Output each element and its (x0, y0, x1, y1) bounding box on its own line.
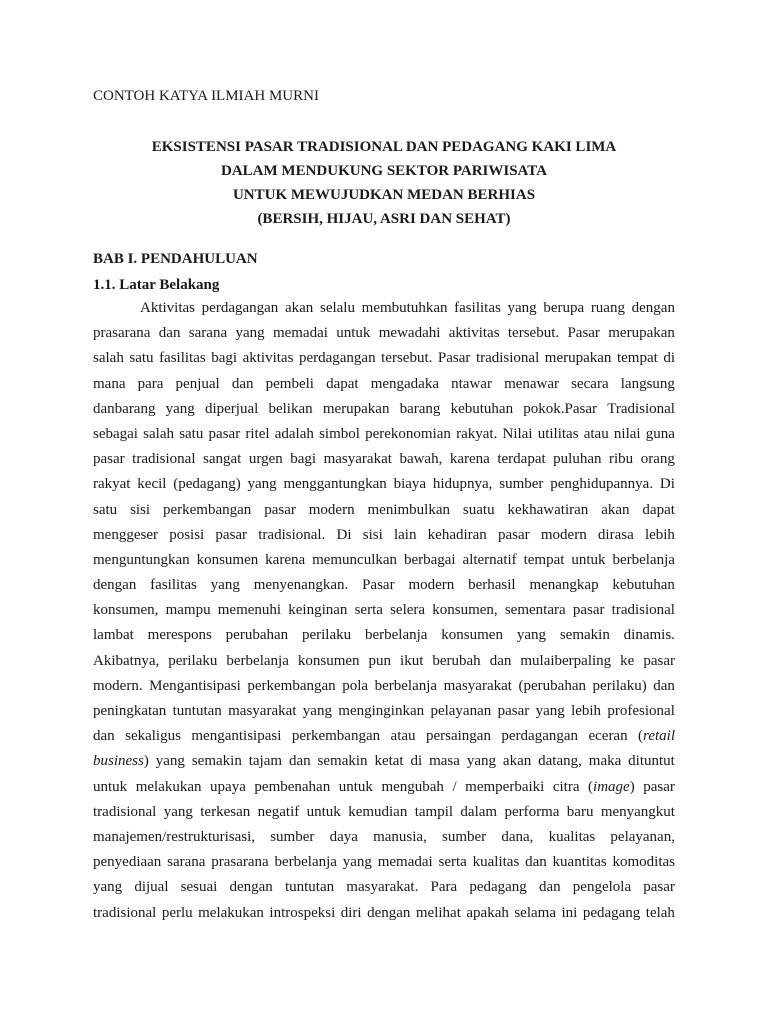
word: karena (449, 451, 490, 468)
paragraph-line (93, 625, 675, 650)
word: kehadiran (427, 526, 487, 543)
word: dengan (93, 577, 137, 594)
word: masyarakat (443, 677, 512, 694)
word: citra (552, 778, 580, 795)
word: aktivitas (242, 350, 294, 367)
word: (image) (588, 778, 635, 795)
word: Para (430, 879, 458, 896)
word: sumber (441, 828, 487, 845)
word: untuk (93, 778, 128, 795)
paragraph-line (93, 726, 675, 751)
section-heading: 1.1. Latar Belakang (93, 277, 220, 293)
word: memadai (272, 325, 328, 342)
word: melihat (415, 904, 461, 921)
word: menangkap (529, 577, 599, 594)
word: pembeli (265, 375, 314, 392)
word: dalam (460, 803, 498, 820)
word: perlu (161, 904, 193, 921)
word: yang (155, 753, 185, 770)
word: pasar (93, 451, 125, 468)
paragraph-line (93, 474, 675, 499)
word: selera (390, 602, 426, 619)
word: Aktivitas (140, 300, 195, 316)
word: pokok.Pasar (523, 400, 598, 417)
word: untuk (571, 551, 606, 568)
word: berhasil (468, 577, 516, 594)
word: dituntut (628, 753, 675, 770)
word: pun (368, 652, 392, 669)
word: yang (93, 879, 123, 896)
word: akan (284, 300, 314, 316)
word: yang (165, 400, 195, 417)
word: para (137, 375, 164, 392)
word: perdagangan (501, 728, 579, 745)
word: daya (329, 828, 358, 845)
word: ke (620, 652, 635, 669)
word: (retail (638, 728, 675, 745)
word: semakin (317, 753, 368, 770)
word: nilai (613, 425, 641, 442)
word: atau (583, 425, 609, 442)
word: (pedagang) (173, 476, 241, 493)
paragraph-line (93, 500, 675, 525)
word: masyarakat (323, 451, 392, 468)
word: yang (342, 854, 372, 871)
word: kebutuhan (612, 577, 675, 594)
word: pembenahan (254, 778, 331, 795)
word: Di (336, 526, 352, 543)
word: sangat (203, 451, 242, 468)
word: mana (93, 375, 126, 392)
word: tuntutan (172, 703, 222, 719)
word: business) (93, 753, 149, 770)
word: ini (561, 904, 578, 921)
word: salah (143, 425, 174, 442)
word: tersebut. (507, 325, 560, 342)
word: negatif (257, 803, 300, 820)
word: tersebut. (381, 350, 433, 367)
word: dapat (642, 501, 675, 518)
word: merupakan (608, 325, 675, 342)
word: pola (342, 677, 369, 694)
paragraph-line (93, 449, 675, 474)
word: posisi (169, 526, 205, 543)
word: akan (502, 753, 532, 770)
word: sarana (188, 325, 228, 342)
word: rakyat. (456, 425, 498, 442)
word: pasar (643, 778, 675, 795)
paragraph-line (93, 298, 675, 323)
word: dan (525, 854, 547, 871)
word: biaya (393, 476, 427, 493)
word: tradisional (93, 803, 157, 820)
word: apakah (466, 904, 509, 921)
word: Akibatnya, (93, 652, 160, 669)
word: akan (601, 501, 630, 518)
word: lain (393, 526, 417, 543)
word: yang (247, 476, 277, 493)
word: Mengantisipasi (149, 677, 241, 694)
word: diperjual (204, 400, 259, 417)
word: dan (231, 375, 254, 392)
word: ritel (245, 425, 270, 442)
word: mulaiberpaling (520, 652, 612, 669)
word: perkembangan (163, 501, 252, 518)
word: modern (408, 577, 455, 594)
paragraph-line (93, 424, 675, 449)
word: menggantungkan (283, 476, 387, 493)
word: modern. (93, 677, 143, 694)
paragraph-line (93, 348, 675, 373)
word: kualitas (548, 828, 596, 845)
word: di (663, 350, 675, 367)
word: komoditas (612, 854, 675, 871)
word: di (410, 753, 423, 770)
word: kualitas (472, 854, 520, 871)
word: pelayanan, (610, 828, 675, 845)
word: berbelanja (364, 627, 428, 644)
word: terkesan (200, 803, 251, 820)
word: merupakan (322, 400, 390, 417)
word: perdagangan (298, 350, 376, 367)
word: yang (466, 753, 496, 770)
word: alternatif (462, 551, 517, 568)
word: bawah, (399, 451, 443, 468)
word: mengubah (381, 778, 444, 795)
chapter-heading: BAB I. PENDAHULUAN (93, 251, 258, 267)
word: membutuhkan (361, 300, 448, 316)
word: eceran (588, 728, 628, 745)
word: / (452, 778, 457, 795)
word: pedagang (469, 879, 527, 896)
word: selalu (319, 300, 355, 316)
word: melakukan (198, 904, 264, 921)
word: salah (93, 350, 124, 367)
word: terdapat (497, 451, 546, 468)
word: masa (429, 753, 460, 770)
word: yang (210, 577, 240, 594)
paragraph-line (93, 802, 675, 827)
word: hidupnya, (432, 476, 493, 493)
word: satu (129, 350, 154, 367)
word: perilaku (301, 627, 352, 644)
word: perilaku (168, 652, 218, 669)
word: diri (340, 904, 362, 921)
paragraph-line (93, 374, 675, 399)
word: menginginkan (338, 703, 425, 719)
word: aktivitas (448, 325, 500, 342)
word: lebih (571, 703, 602, 719)
word: ketat (374, 753, 404, 770)
word: masyarakat. (346, 879, 419, 896)
word: upaya (210, 778, 246, 795)
word: kuantitas (552, 854, 607, 871)
word: pasar (208, 425, 241, 442)
word: pasar (643, 652, 675, 669)
word: penghidupannya. (550, 476, 654, 493)
word: tradisional (475, 350, 540, 367)
word: perkembangan (247, 677, 336, 694)
word: berubah (432, 652, 481, 669)
word: menggeser (93, 526, 158, 543)
word: baru (566, 803, 594, 820)
word: konsumen, (432, 602, 498, 619)
paragraph-line (93, 777, 675, 802)
word: telah (645, 904, 675, 921)
word: penjual (175, 375, 220, 392)
word: untuk (338, 778, 373, 795)
paragraph-line (93, 651, 675, 676)
word: masyarakat (228, 703, 297, 719)
word: untuk (306, 803, 341, 820)
word: ikut (400, 652, 424, 669)
word: memperbaiki (465, 778, 545, 795)
word: dan (288, 753, 311, 770)
word: orang (640, 451, 675, 468)
word: sesuai (180, 879, 218, 896)
word: sumber (270, 828, 315, 845)
word: Pasar (567, 325, 600, 342)
word: serta (354, 602, 383, 619)
word: yang (302, 703, 332, 719)
word: Pasar (362, 577, 395, 594)
word: bagi (290, 451, 317, 468)
word: fasilitas (150, 577, 197, 594)
word: berbelanja (226, 652, 289, 669)
word: mengantisipasi (191, 728, 282, 745)
word: sarana (167, 854, 206, 871)
word: semakin (559, 627, 610, 644)
word: pelayanan (430, 703, 492, 719)
paragraph-line (93, 701, 675, 726)
word: dan (538, 879, 561, 896)
word: memunculkan (312, 551, 398, 568)
word: dan (158, 325, 181, 342)
paragraph-line (93, 877, 675, 902)
word: untuk (336, 325, 371, 342)
word: mengadaka (370, 375, 439, 392)
paragraph-line (93, 676, 675, 701)
word: konsumen (196, 551, 259, 568)
word: kekhawatiran (507, 501, 589, 518)
word: kemudian (348, 803, 408, 820)
title-line: UNTUK MEWUJUDKAN MEDAN BERHIAS (232, 187, 536, 203)
word: serta (438, 854, 467, 871)
word: prasarana (93, 325, 151, 342)
word: merespons (147, 627, 212, 644)
word: berbelanja (274, 854, 337, 871)
word: berbelanja (612, 551, 675, 568)
word: memenuhi (217, 602, 282, 619)
word: perilaku) (592, 677, 647, 694)
word: tradisional (611, 602, 675, 619)
word: berupa (543, 300, 585, 316)
document-title (93, 137, 675, 233)
word: fasilitas (454, 300, 501, 316)
word: Nilai (502, 425, 533, 442)
word: tempat (523, 551, 565, 568)
word: konsumen (441, 627, 503, 644)
word: satu (179, 425, 204, 442)
word: berbelanja (374, 677, 438, 694)
word: yang (507, 300, 537, 316)
word: adalah (274, 425, 314, 442)
word: pasar (264, 501, 296, 518)
word: maka (588, 753, 622, 770)
word: dengan (229, 879, 273, 896)
word: melakukan (135, 778, 202, 795)
word: yang (516, 627, 546, 644)
word: barang (399, 400, 441, 417)
word: penyediaan (93, 854, 162, 871)
word: Di (659, 476, 675, 493)
paragraph-line (93, 751, 675, 776)
word: perubahan (225, 627, 289, 644)
paragraph-line (93, 903, 675, 928)
word: menyangkut (600, 803, 675, 820)
word: tampil (414, 803, 454, 820)
word: ruang (590, 300, 625, 316)
word: dan (489, 652, 512, 669)
word: sisi (130, 501, 151, 518)
word: guna (645, 425, 675, 442)
word: pengelola (572, 879, 632, 896)
word: persaingan (425, 728, 491, 745)
paragraph-line (93, 600, 675, 625)
word: urgen (248, 451, 283, 468)
word: lebih (644, 526, 675, 543)
word: karena (265, 551, 306, 568)
word: satu (93, 501, 118, 518)
paragraph-line (93, 399, 675, 424)
word: danbarang (93, 400, 156, 417)
word: suatu (462, 501, 495, 518)
word: ntawar (451, 375, 492, 392)
word: keinginan (288, 602, 348, 619)
word: dan (653, 677, 675, 694)
word: belikan (268, 400, 313, 417)
word: manusia, (373, 828, 427, 845)
word: sisi (362, 526, 383, 543)
word: peningkatan (93, 703, 167, 719)
word: memadai (377, 854, 433, 871)
word: dirasa (597, 526, 634, 543)
paragraph-line (93, 323, 675, 348)
word: dana, (501, 828, 534, 845)
word: merupakan (544, 350, 612, 367)
title-line: (BERSIH, HIJAU, ASRI DAN SEHAT) (257, 211, 511, 227)
word: menyenangkan. (253, 577, 349, 594)
word: selama (514, 904, 556, 921)
word: tradisional. (258, 526, 326, 543)
word: sekaligus (125, 728, 181, 745)
word: tradisional (93, 904, 157, 921)
word: Tradisional (607, 400, 675, 417)
word: simbol (319, 425, 360, 442)
word: dijual (134, 879, 169, 896)
word: kecil (137, 476, 167, 493)
word: puluhan (553, 451, 602, 468)
word: menguntungkan (93, 551, 190, 568)
word: modern (308, 501, 355, 518)
word: pasar (497, 703, 530, 719)
word: prasarana (211, 854, 269, 871)
word: yang (535, 703, 565, 719)
word: dapat (326, 375, 359, 392)
word: menimbulkan (367, 501, 450, 518)
word: sementara (504, 602, 566, 619)
word: pasar (498, 526, 530, 543)
word: kebutuhan (450, 400, 514, 417)
word: tradisional (132, 451, 196, 468)
paragraph-line (93, 575, 675, 600)
paragraph-line (93, 827, 675, 852)
word: tuntutan (284, 879, 335, 896)
word: mampu (165, 602, 211, 619)
title-line: EKSISTENSI PASAR TRADISIONAL DAN PEDAGANG KAKI LIMA (151, 139, 617, 155)
word: dan (93, 728, 115, 745)
word: profesional (607, 703, 675, 719)
word: atau (390, 728, 416, 745)
word: perdagangan (201, 300, 279, 316)
word: lambat (93, 627, 134, 644)
title-line: DALAM MENDUKUNG SEKTOR PARIWISATA (221, 163, 547, 179)
word: datang, (538, 753, 582, 770)
word: pasar (572, 602, 605, 619)
word: pedagang (582, 904, 641, 921)
word: pasar (643, 879, 675, 896)
word: sumber (499, 476, 544, 493)
word: yang (235, 325, 265, 342)
word: rakyat (93, 476, 131, 493)
word: ribu (609, 451, 634, 468)
word: dinamis. (623, 627, 675, 644)
word: menawar (504, 375, 560, 392)
document-label: CONTOH KATYA ILMIAH MURNI (93, 88, 319, 104)
word: sebagai (93, 425, 138, 442)
word: manajemen/restrukturisasi, (93, 828, 256, 845)
word: mewadahi (378, 325, 441, 342)
word: secara (571, 375, 609, 392)
word: dengan (367, 904, 411, 921)
word: berbagai (403, 551, 456, 568)
word: langsung (620, 375, 675, 392)
word: utilitas (537, 425, 579, 442)
paragraph-line (93, 852, 675, 877)
paragraph-line (93, 525, 675, 550)
word: tajam (248, 753, 283, 770)
word: performa (504, 803, 560, 820)
word: fasilitas (159, 350, 206, 367)
word: semakin (191, 753, 242, 770)
word: perekonomian (365, 425, 451, 442)
word: Pasar (437, 350, 471, 367)
body-paragraph (93, 298, 675, 928)
word: konsumen (297, 652, 360, 669)
word: modern (540, 526, 587, 543)
word: yang (163, 803, 193, 820)
word: dengan (631, 300, 675, 316)
word: perkembangan (291, 728, 381, 745)
word: introspeksi (269, 904, 336, 921)
paragraph-line (93, 550, 675, 575)
word: pasar (215, 526, 248, 543)
word: (perubahan (518, 677, 586, 694)
word: bagi (211, 350, 238, 367)
word: konsumen, (93, 602, 159, 619)
word: tempat (616, 350, 658, 367)
